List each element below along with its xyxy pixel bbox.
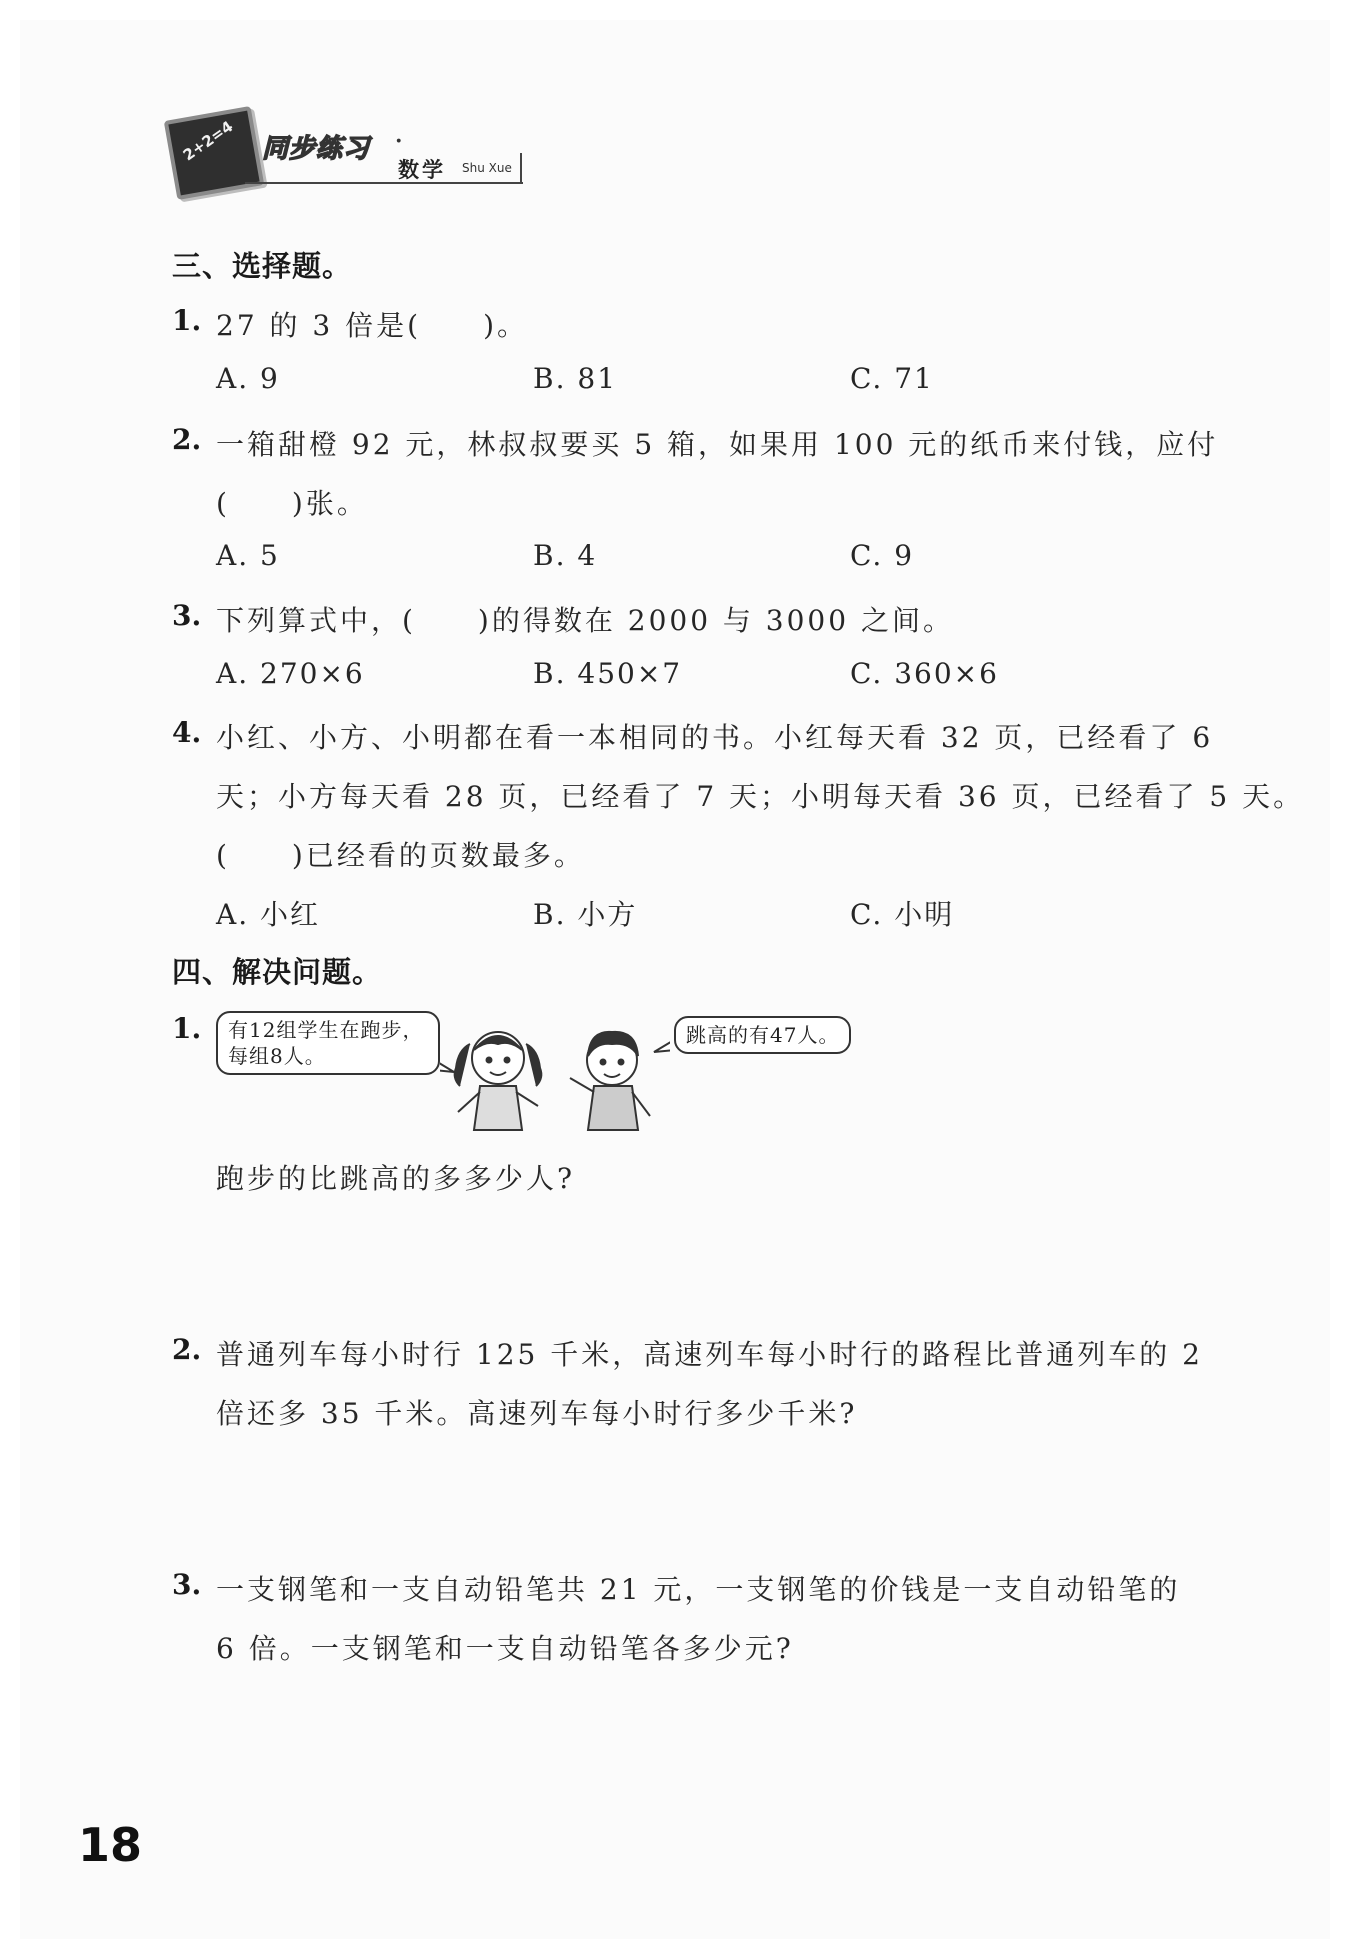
option-b: B. 小方 [533, 898, 638, 931]
header-dot: · [394, 124, 404, 159]
question-text: 倍还多 35 千米。高速列车每小时行多少千米? [216, 1397, 858, 1430]
question-text: 天；小方每天看 28 页，已经看了 7 天；小明每天看 36 页，已经看了 5 天。 [216, 780, 1305, 813]
section-title-choice: 三、选择题。 [172, 249, 353, 283]
option-c: C. 360×6 [850, 657, 999, 690]
header-rule [245, 182, 523, 184]
option-a: A. 小红 [216, 898, 321, 931]
question-text: 一箱甜橙 92 元，林叔叔要买 5 箱，如果用 100 元的纸币来付钱，应付 [216, 428, 1219, 461]
option-b: B. 4 [533, 539, 598, 572]
question-text: 跑步的比跳高的多多少人? [216, 1162, 576, 1195]
chalkboard-logo [164, 106, 265, 200]
girl-figure [455, 1032, 542, 1130]
question-text: ( )已经看的页数最多。 [216, 839, 585, 872]
question-text: 6 倍。一支钢笔和一支自动铅笔各多少元? [216, 1632, 794, 1665]
option-b: B. 81 [533, 362, 618, 395]
question-number: 3. [172, 599, 202, 632]
question-number: 1. [172, 304, 202, 337]
speech-bubble-girl: 有12组学生在跑步， 每组8人。 [216, 1011, 440, 1075]
question-text: 普通列车每小时行 125 千米，高速列车每小时行的路程比普通列车的 2 [216, 1338, 1203, 1371]
section-title-problems: 四、解决问题。 [172, 955, 383, 989]
question-number: 4. [172, 716, 202, 749]
option-a: A. 270×6 [216, 657, 365, 690]
question-text: 27 的 3 倍是( )。 [216, 309, 528, 342]
boy-figure [570, 1032, 650, 1130]
series-title: 同步练习 [262, 134, 371, 164]
header-rule-end [520, 153, 522, 183]
option-b: B. 450×7 [533, 657, 683, 690]
chalkboard-text: 2+2=4 [179, 117, 237, 165]
question-number: 1. [172, 1012, 202, 1045]
question-text: 一支钢笔和一支自动铅笔共 21 元，一支钢笔的价钱是一支自动铅笔的 [216, 1573, 1181, 1606]
subject-pinyin: Shu Xue [462, 161, 512, 175]
speech-bubble-boy: 跳高的有47人。 [674, 1016, 851, 1054]
question-text: 下列算式中，( )的得数在 2000 与 3000 之间。 [216, 604, 954, 637]
question-text: ( )张。 [216, 487, 368, 520]
option-a: A. 5 [216, 539, 280, 572]
option-c: C. 71 [850, 362, 934, 395]
option-c: C. 9 [850, 539, 915, 572]
question-number: 2. [172, 423, 202, 456]
question-text: 小红、小方、小明都在看一本相同的书。小红每天看 32 页，已经看了 6 [216, 721, 1214, 754]
option-c: C. 小明 [850, 898, 955, 931]
option-a: A. 9 [216, 362, 280, 395]
subject-label: 数学 [398, 158, 446, 182]
question-number: 2. [172, 1333, 202, 1366]
children-illustration [440, 1020, 670, 1132]
page-number: 18 [78, 1818, 143, 1872]
question-number: 3. [172, 1568, 202, 1601]
